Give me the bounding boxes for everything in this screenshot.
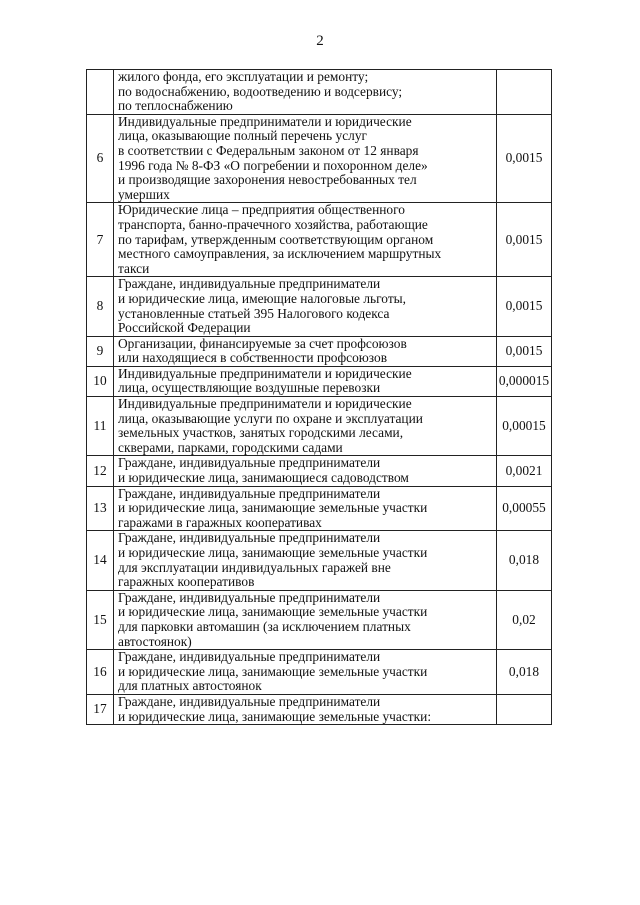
row-number: 8 xyxy=(87,277,114,336)
tax-rate-value: 0,018 xyxy=(497,650,552,695)
row-number: 12 xyxy=(87,456,114,486)
category-text-line: по водоснабжению, водоотведению и водсервису; xyxy=(118,83,403,99)
table-row xyxy=(87,366,552,396)
category-text-line: Индивидуальные предприниматели и юридические xyxy=(118,365,412,381)
category-text-line: или находящиеся в собственности профсоюзов xyxy=(118,350,388,366)
table-row xyxy=(87,456,552,486)
category-text-line: Граждане, индивидуальные предприниматели xyxy=(118,693,381,709)
tax-rate-table xyxy=(86,69,552,725)
taxpayer-category xyxy=(114,694,497,724)
category-text-line: в соответствии с Федеральным законом от 12 января xyxy=(118,142,419,158)
row-number: 14 xyxy=(87,531,114,590)
category-text-line: Индивидуальные предприниматели и юридические xyxy=(118,396,412,412)
taxpayer-category xyxy=(114,277,497,336)
category-text-line: Граждане, индивидуальные предприниматели xyxy=(118,649,381,665)
category-text-line: Граждане, индивидуальные предприниматели xyxy=(118,530,381,546)
tax-rate-value: 0,02 xyxy=(497,590,552,649)
taxpayer-category xyxy=(114,531,497,590)
category-text-line: Организации, финансируемые за счет профсоюзов xyxy=(118,335,407,351)
table-row xyxy=(87,650,552,695)
taxpayer-category xyxy=(114,456,497,486)
category-text-line: гаражами в гаражных кооперативах xyxy=(118,514,322,530)
taxpayer-category xyxy=(114,486,497,531)
category-text-line: лица, осуществляющие воздушные перевозки xyxy=(118,380,381,396)
category-text-line: для эксплуатации индивидуальных гаражей вне xyxy=(118,559,391,575)
taxpayer-category xyxy=(114,366,497,396)
tax-rate-value: 0,0015 xyxy=(497,336,552,366)
table-row xyxy=(87,114,552,203)
category-text-line: Российской Федерации xyxy=(118,320,251,336)
row-number xyxy=(87,70,114,115)
taxpayer-category xyxy=(114,203,497,277)
row-number: 9 xyxy=(87,336,114,366)
category-text-line: транспорта, банно-прачечного хозяйства, работающие xyxy=(118,216,428,232)
category-text-line: установленные статьей 395 Налогового кодекса xyxy=(118,305,390,321)
category-text-line: и юридические лица, занимающие земельные участки: xyxy=(118,708,432,724)
category-text-line: Юридические лица – предприятия общественного xyxy=(118,202,405,218)
taxpayer-category xyxy=(114,397,497,456)
table-row xyxy=(87,397,552,456)
row-number: 11 xyxy=(87,397,114,456)
page-number: 2 xyxy=(316,33,324,49)
row-number: 10 xyxy=(87,366,114,396)
category-text-line: и юридические лица, занимающиеся садоводством xyxy=(118,470,409,486)
category-text-line: 1996 года № 8-ФЗ «О погребении и похоронном деле» xyxy=(118,157,428,173)
category-text-line: Граждане, индивидуальные предприниматели xyxy=(118,276,381,292)
category-text-line: и юридические лица, имеющие налоговые льготы, xyxy=(118,290,407,306)
category-text-line: по теплоснабжению xyxy=(118,98,233,114)
tax-rate-value: 0,0021 xyxy=(497,456,552,486)
tax-rate-value: 0,000015 xyxy=(497,366,552,396)
row-number: 13 xyxy=(87,486,114,531)
taxpayer-category xyxy=(114,650,497,695)
table-row xyxy=(87,277,552,336)
taxpayer-category xyxy=(114,336,497,366)
category-text-line: автостоянок) xyxy=(118,633,192,649)
row-number: 17 xyxy=(87,694,114,724)
category-text-line: по тарифам, утвержденным соответствующим органом xyxy=(118,231,434,247)
category-text-line: скверами, парками, городскими садами xyxy=(118,439,343,455)
table-row xyxy=(87,694,552,724)
tax-rate-value: 0,0015 xyxy=(497,114,552,203)
category-text-line: лица, оказывающие полный перечень услуг xyxy=(118,128,368,144)
table-row xyxy=(87,486,552,531)
taxpayer-category xyxy=(114,114,497,203)
category-text-line: земельных участков, занятых городскими лесами, xyxy=(118,425,404,441)
tax-rate-value xyxy=(497,70,552,115)
category-text-line: местного самоуправления, за исключением маршрутных xyxy=(118,246,442,262)
tax-rate-value: 0,00055 xyxy=(497,486,552,531)
table-row xyxy=(87,531,552,590)
row-number: 6 xyxy=(87,114,114,203)
category-text-line: Индивидуальные предприниматели и юридические xyxy=(118,113,412,129)
taxpayer-category xyxy=(114,590,497,649)
category-text-line: Граждане, индивидуальные предприниматели xyxy=(118,455,381,471)
table-row xyxy=(87,336,552,366)
category-text-line: для парковки автомашин (за исключением платных xyxy=(118,618,411,634)
table-row xyxy=(87,590,552,649)
table-row xyxy=(87,70,552,115)
category-text-line: Граждане, индивидуальные предприниматели xyxy=(118,589,381,605)
tax-rate-value: 0,00015 xyxy=(497,397,552,456)
category-text-line: такси xyxy=(118,260,150,276)
row-number: 7 xyxy=(87,203,114,277)
category-text-line: умерших xyxy=(118,186,170,202)
category-text-line: и юридические лица, занимающие земельные участки xyxy=(118,663,428,679)
row-number: 15 xyxy=(87,590,114,649)
tax-rate-value: 0,0015 xyxy=(497,277,552,336)
tax-rate-value: 0,0015 xyxy=(497,203,552,277)
category-text-line: гаражных кооперативов xyxy=(118,574,255,590)
category-text-line: и юридические лица, занимающие земельные участки xyxy=(118,500,428,516)
tax-rate-value: 0,018 xyxy=(497,531,552,590)
row-number: 16 xyxy=(87,650,114,695)
category-text-line: лица, оказывающие услуги по охране и эксплуатации xyxy=(118,410,423,426)
tax-rate-value xyxy=(497,694,552,724)
category-text-line: жилого фонда, его эксплуатации и ремонту; xyxy=(118,69,369,84)
category-text-line: и юридические лица, занимающие земельные участки xyxy=(118,545,428,560)
category-text-line: и юридические лица, занимающие земельные участки xyxy=(118,604,428,620)
category-text-line: и производящие захоронения невостребованных тел xyxy=(118,172,417,188)
category-text-line: для платных автостоянок xyxy=(118,678,262,694)
table-row xyxy=(87,203,552,277)
category-text-line: Граждане, индивидуальные предприниматели xyxy=(118,485,381,501)
taxpayer-category xyxy=(114,70,497,115)
